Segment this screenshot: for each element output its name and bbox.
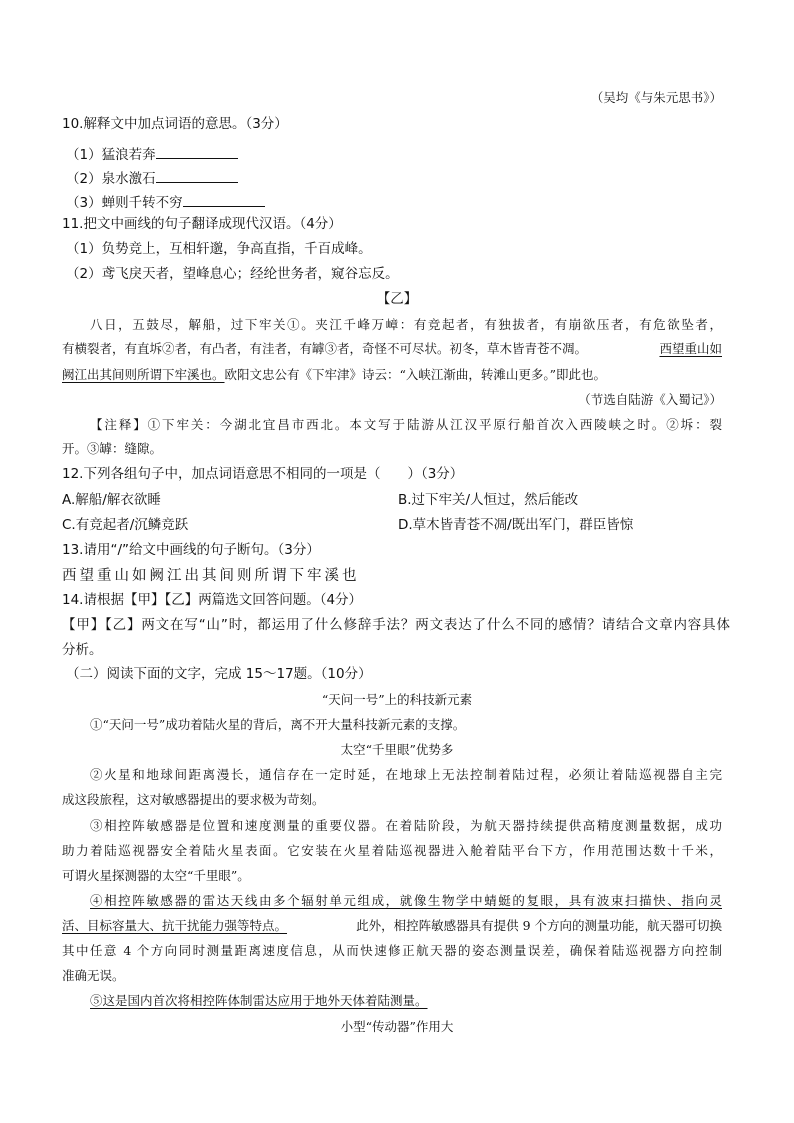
question-13-sentence: 西望重山如阙江出其间则所谓下牢溪也 (62, 568, 360, 584)
article-paragraph-4-line-2 (62, 920, 722, 933)
question-14-line-1: 【甲】【乙】两文在写“山”时，都运用了什么修辞手法？两文表达了什么不同的感情？请结合文章内容具体 (62, 617, 730, 633)
question-11-stem: 11.把文中画线的句子翻译成现代汉语。（4分） (62, 216, 342, 232)
item-text: （3）蝉则千转不穷 (66, 195, 183, 211)
question-10-item-2 (66, 170, 238, 187)
passage-text: 欧阳文忠公有《下牢津》诗云：“入峡江渐曲，转滩山更多。”即此也。 (224, 367, 607, 382)
passage-text: 有横裂者，有直坼②者，有凸者，有洼者，有罅③者，奇怪不可尽状。初冬，草木皆青苍不凋。 (62, 341, 588, 356)
article-paragraph-4-line-1: ④相控阵敏感器的雷达天线由多个辐射单元组成，就像生物学中蜻蜓的复眼，具有波束扫描快、指向灵 (90, 893, 722, 908)
question-13-stem: 13.请用“/”给文中画线的句子断句。（3分） (62, 542, 320, 558)
article-paragraph-2-line-1: ②火星和地球间距离漫长，通信存在一定时延，在地球上无法控制着陆过程，必须让着陆巡视器自主完 (90, 767, 722, 782)
underlined-sentence: 阙江出其间则所谓下牢溪也。 (62, 367, 225, 382)
passage-yi-line-2 (62, 343, 722, 356)
source-citation: （吴均《与朱元思书》） (590, 90, 722, 105)
article-paragraph-3-line-3: 可谓火星探测器的太空“千里眼”。 (62, 868, 250, 883)
article-paragraph-3-line-2: 助力着陆巡视器安全着陆火星表面。它安装在火星着陆巡视器进入舱着陆平台下方，作用范围达数十千米， (62, 843, 722, 858)
question-14-stem: 14.请根据【甲】【乙】两篇选文回答问题。（4分） (62, 592, 363, 608)
question-11-item-2: （2）鸢飞戾天者，望峰息心；经纶世务者，窥谷忘反。 (66, 266, 399, 282)
question-10-item-1 (66, 146, 238, 163)
answer-blank[interactable] (156, 170, 238, 183)
question-12-option-b[interactable]: B.过下牢关/人恒过，然后能改 (398, 492, 579, 508)
article-title: “天问一号”上的科技新元素 (321, 692, 473, 707)
item-text: （1）猛浪若奔 (66, 147, 156, 163)
article-subheading-2: 小型“传动器”作用大 (340, 1019, 454, 1034)
question-10-item-3 (66, 194, 265, 211)
article-paragraph-4-line-3: 其中任意 4 个方向同时测量距离速度信息，从而快速修正航天器的姿态测量误差，确保着陆巡视器方向控制 (62, 943, 722, 958)
item-text: （2）泉水激石 (66, 171, 156, 187)
question-12-stem: 12.下列各组句子中，加点词语意思不相同的一项是（ ）（3分） (62, 466, 464, 482)
passage-yi-heading: 【乙】 (376, 291, 418, 307)
answer-blank[interactable] (183, 194, 265, 207)
article-paragraph-4-line-4: 准确无误。 (62, 968, 125, 983)
question-12-option-c[interactable]: C.有竞起者/沉鳞竞跃 (62, 517, 189, 533)
article-paragraph-1: ①“天问一号”成功着陆火星的背后，离不开大量科技新元素的支撑。 (90, 717, 466, 732)
question-11-item-1: （1）负势竞上，互相轩邈，争高直指，千百成峰。 (66, 241, 372, 257)
passage-yi-source: （节选自陆游《入蜀记》） (578, 392, 722, 407)
paragraph-text: 此外，相控阵敏感器具有提供 9 个方向的测量功能，航天器可切换 (356, 918, 722, 933)
article-paragraph-5: ⑤这是国内首次将相控阵体制雷达应用于地外天体着陆测量。 (90, 993, 428, 1008)
answer-blank[interactable] (156, 146, 238, 159)
underlined-sentence: 活、目标容量大、抗干扰能力强等特点。 (62, 918, 288, 933)
section-2-heading: （二）阅读下面的文字，完成 15～17题。（10分） (66, 666, 372, 682)
underlined-sentence: 西望重山如 (659, 341, 722, 356)
question-10-stem: 10.解释文中加点词语的意思。（3分） (62, 116, 288, 132)
question-12-option-d[interactable]: D.草木皆青苍不凋/既出军门，群臣皆惊 (398, 517, 634, 533)
article-paragraph-2-line-2: 成这段旅程，这对敏感器提出的要求极为苛刻。 (62, 792, 325, 807)
passage-yi-notes-line-1: 【注释】①下牢关：今湖北宜昌市西北。本文写于陆游从江汉平原行船首次入西陵峡之时。②坼：裂 (90, 417, 722, 432)
article-subheading-1: 太空“千里眼”优势多 (340, 742, 454, 757)
question-12-option-a[interactable]: A.解船/解衣欲睡 (62, 492, 161, 508)
passage-yi-line-1: 八日，五鼓尽，解船，过下牢关①。夹江千峰万嶂：有竞起者，有独拔者，有崩欲压者，有危欲坠者， (90, 317, 722, 332)
passage-yi-line-3 (62, 369, 606, 382)
article-paragraph-3-line-1: ③相控阵敏感器是位置和速度测量的重要仪器。在着陆阶段，为航天器持续提供高精度测量数据，成功 (90, 818, 722, 833)
passage-yi-notes-line-2: 开。③罅：缝隙。 (62, 441, 163, 456)
question-14-line-2: 分析。 (62, 642, 103, 658)
